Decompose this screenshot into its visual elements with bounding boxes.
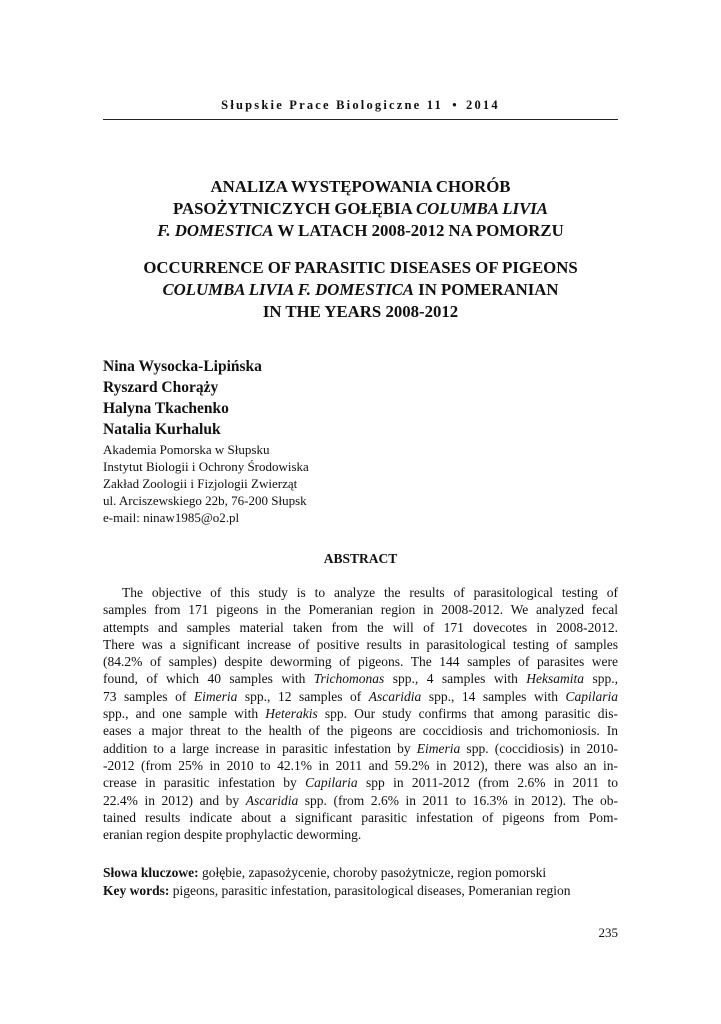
title-en-line: COLUMBA LIVIA F. DOMESTICA IN POMERANIAN (162, 280, 559, 299)
abstract-line: -2012 (from 25% in 2010 to 42.1% in 2011 and 59.2% in 2012), there was also an in- (103, 757, 618, 773)
abstract-heading: ABSTRACT (323, 551, 398, 566)
header-rule (103, 119, 618, 120)
keywords-english (103, 882, 623, 900)
abstract-line: There was a significant increase of positive results in parasitological testing of samples (103, 636, 618, 652)
journal-header (103, 98, 618, 113)
abstract-line: (84.2% of samples) despite deworming of pigeons. The 144 samples of parasites were (103, 654, 618, 670)
affiliation-line: Zakład Zoologii i Fizjologii Zwierząt (103, 476, 298, 491)
title-en-line: IN THE YEARS 2008-2012 (262, 302, 459, 321)
title-en-line: OCCURRENCE OF PARASITIC DISEASES OF PIGEONS (143, 258, 578, 277)
journal-name: Słupskie Prace Biologiczne (221, 98, 422, 112)
journal-volume: 11 (426, 98, 443, 112)
affiliation-line: Instytut Biologii i Ochrony Środowiska (103, 459, 309, 474)
title-pl-line: PASOŻYTNICZYCH GOŁĘBIA COLUMBA LIVIA (172, 199, 549, 218)
abstract-line: eases a major threat to the health of the pigeons are coccidiosis and trichomoniosis. In (103, 723, 618, 739)
title-polish (90, 176, 631, 242)
keywords-pl-label: Słowa kluczowe: (103, 865, 199, 880)
abstract-line: spp., and one sample with Heterakis spp. Our study confirms that among parasitic dis- (103, 706, 618, 722)
keywords-en-label: Key words: (103, 883, 170, 898)
abstract-line: found, of which 40 samples with Trichomonas spp., 4 samples with Heksamita spp., (103, 671, 618, 687)
title-english (90, 257, 631, 323)
keywords-en-text: pigeons, parasitic infestation, parasitological diseases, Pomeranian region (169, 883, 571, 898)
affiliation-line: Akademia Pomorska w Słupsku (103, 442, 270, 457)
abstract-line: addition to a large increase in parasitic infestation by Eimeria spp. (coccidiosis) in 2010- (103, 740, 618, 756)
abstract-line: samples from 171 pigeons in the Pomeranian region in 2008-2012. We analyzed fecal (103, 602, 618, 618)
abstract-text (103, 584, 618, 843)
affiliation-block (103, 441, 309, 526)
author-name: Halyna Tkachenko (103, 400, 229, 417)
abstract-line: 22.4% in 2012) and by Ascaridia spp. (from 2.6% in 2011 to 16.3% in 2012). The ob- (103, 792, 618, 808)
abstract-line: attempts and samples material taken from the will of 171 dovecotes in 2008-2012. (103, 619, 618, 635)
abstract-line: The objective of this study is to analyze the results of parasitological testing of (122, 585, 618, 600)
keywords-pl-text: gołębie, zapasożycenie, choroby pasożytnicze, region pomorski (198, 865, 547, 880)
abstract-line: eranian region despite prophylactic deworming. (103, 827, 362, 843)
author-name: Natalia Kurhaluk (103, 421, 221, 438)
abstract-line: tained results indicate about a significant parasitic infestation of pigeons from Pom- (103, 809, 618, 825)
email-line: e-mail: ninaw1985@o2.pl (103, 510, 240, 525)
author-name: Ryszard Chorąży (103, 379, 219, 396)
abstract-line: 73 samples of Eimeria spp., 12 samples of Ascaridia spp., 14 samples with Capilaria (103, 688, 618, 704)
abstract-line: crease in parasitic infestation by Capilaria spp in 2011-2012 (from 2.6% in 2011 to (103, 775, 618, 791)
keywords-polish (103, 864, 623, 882)
journal-year: 2014 (466, 98, 500, 112)
author-list (103, 356, 262, 440)
bullet-separator: • (452, 98, 457, 112)
author-name: Nina Wysocka-Lipińska (103, 358, 262, 375)
title-pl-line: ANALIZA WYSTĘPOWANIA CHORÓB (210, 177, 511, 196)
page-number: 235 (598, 925, 618, 940)
affiliation-line: ul. Arciszewskiego 22b, 76-200 Słupsk (103, 493, 307, 508)
title-pl-line: F. DOMESTICA W LATACH 2008-2012 NA POMORZU (157, 221, 564, 240)
